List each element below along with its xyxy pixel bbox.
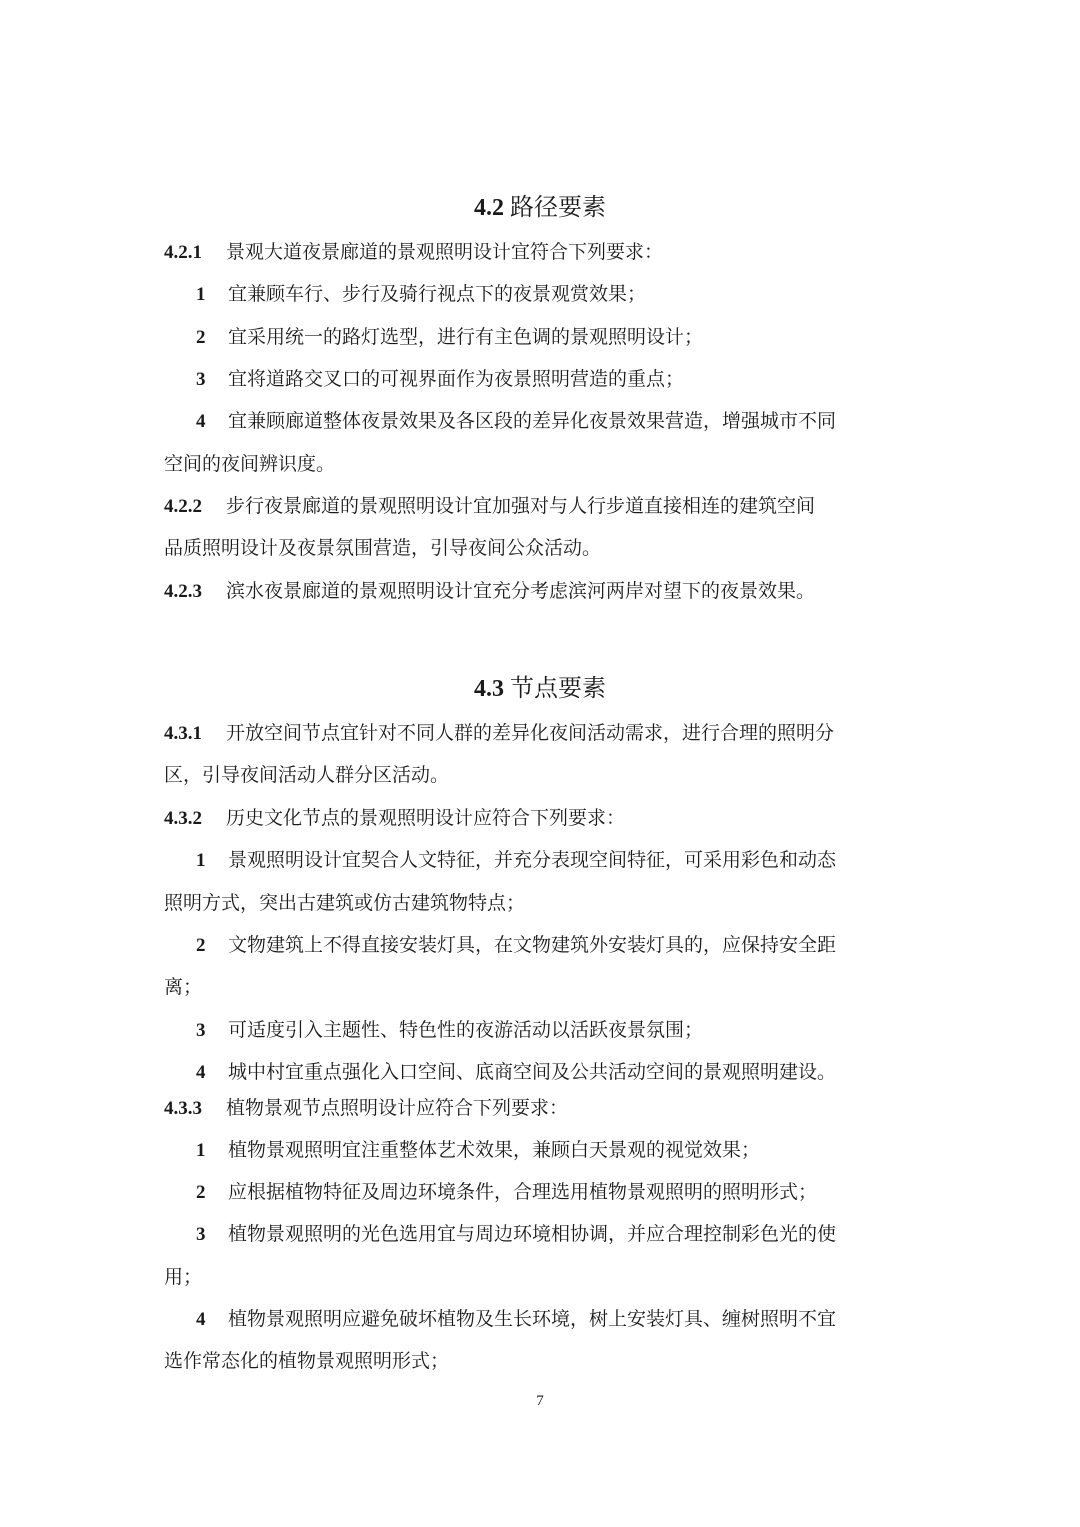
item-index: 3 [196,1224,206,1245]
list-item [196,1307,956,1332]
continuation-line: 区，引导夜间活动人群分区活动。 [164,764,450,786]
continuation-line: 品质照明设计及夜景氛围营造，引导夜间公众活动。 [164,537,602,559]
item-index: 3 [196,369,206,390]
list-item [196,933,956,958]
list-item [196,409,956,434]
section-heading [0,187,1080,222]
item-text: 城中村宜重点强化入口空间、底商空间及公共活动空间的景观照明建设。 [228,1061,837,1083]
item-index: 4 [196,1062,206,1083]
list-item [196,1138,956,1163]
item-text: 文物建筑上不得直接安装灯具，在文物建筑外安装灯具的，应保持安全距 [228,934,837,956]
section-heading [0,668,1080,703]
clause-text: 历史文化节点的景观照明设计应符合下列要求： [226,807,626,829]
list-item [196,1222,956,1247]
clause-text: 步行夜景廊道的景观照明设计宜加强对与人行步道直接相连的建筑空间 [226,495,816,517]
list-item [196,848,956,873]
clause-number: 4.3.3 [164,1098,202,1119]
section-number: 4.2 [474,195,504,221]
continuation-line: 空间的夜间辨识度。 [164,453,336,475]
clause-text: 景观大道夜景廊道的景观照明设计宜符合下列要求： [226,241,664,263]
clause-number: 4.2.2 [164,496,202,517]
item-text: 植物景观照明宜注重整体艺术效果，兼顾白天景观的视觉效果； [228,1139,761,1161]
list-item [196,325,956,350]
list-item [196,1018,956,1043]
list-item [196,282,956,307]
item-text: 可适度引入主题性、特色性的夜游活动以活跃夜景氛围； [228,1019,704,1041]
clause-text: 滨水夜景廊道的景观照明设计宜充分考虑滨河两岸对望下的夜景效果。 [226,580,816,602]
continuation-line: 选作常态化的植物景观照明形式； [164,1350,450,1372]
item-index: 4 [196,411,206,432]
item-text: 植物景观照明应避免破坏植物及生长环境，树上安装灯具、缠树照明不宜 [228,1308,837,1330]
clause [164,1096,924,1121]
clause-number: 4.3.2 [164,808,202,829]
clause [164,240,924,265]
item-text: 宜兼顾廊道整体夜景效果及各区段的差异化夜景效果营造，增强城市不同 [228,410,837,432]
clause [164,579,924,604]
item-index: 2 [196,1182,206,1203]
clause-number: 4.3.1 [164,723,202,744]
clause-number: 4.2.3 [164,581,202,602]
item-text: 应根据植物特征及周边环境条件，合理选用植物景观照明的照明形式； [228,1181,818,1203]
continuation-line: 用； [164,1266,203,1288]
clause [164,806,924,831]
clause-number: 4.2.1 [164,242,202,263]
continuation-line: 离； [164,976,203,998]
section-number: 4.3 [474,676,504,702]
item-text: 宜兼顾车行、步行及骑行视点下的夜景观赏效果； [228,283,647,305]
list-item [196,367,956,392]
item-index: 1 [196,284,206,305]
item-text: 宜采用统一的路灯选型，进行有主色调的景观照明设计； [228,326,704,348]
item-index: 2 [196,935,206,956]
clause-text: 植物景观节点照明设计应符合下列要求： [226,1097,569,1119]
item-index: 1 [196,1140,206,1161]
continuation-line: 照明方式，突出古建筑或仿古建筑物特点； [164,892,526,914]
item-index: 3 [196,1020,206,1041]
page-number: 7 [536,1393,544,1409]
section-title: 路径要素 [510,193,606,221]
item-text: 宜将道路交叉口的可视界面作为夜景照明营造的重点； [228,368,685,390]
clause-text: 开放空间节点宜针对不同人群的差异化夜间活动需求，进行合理的照明分 [226,722,835,744]
list-item [196,1180,956,1205]
section-title: 节点要素 [510,674,606,702]
item-index: 4 [196,1309,206,1330]
list-item [196,1060,956,1085]
item-text: 植物景观照明的光色选用宜与周边环境相协调，并应合理控制彩色光的使 [228,1223,837,1245]
clause [164,721,924,746]
item-index: 2 [196,327,206,348]
item-text: 景观照明设计宜契合人文特征，并充分表现空间特征，可采用彩色和动态 [228,849,837,871]
clause [164,494,924,519]
item-index: 1 [196,850,206,871]
